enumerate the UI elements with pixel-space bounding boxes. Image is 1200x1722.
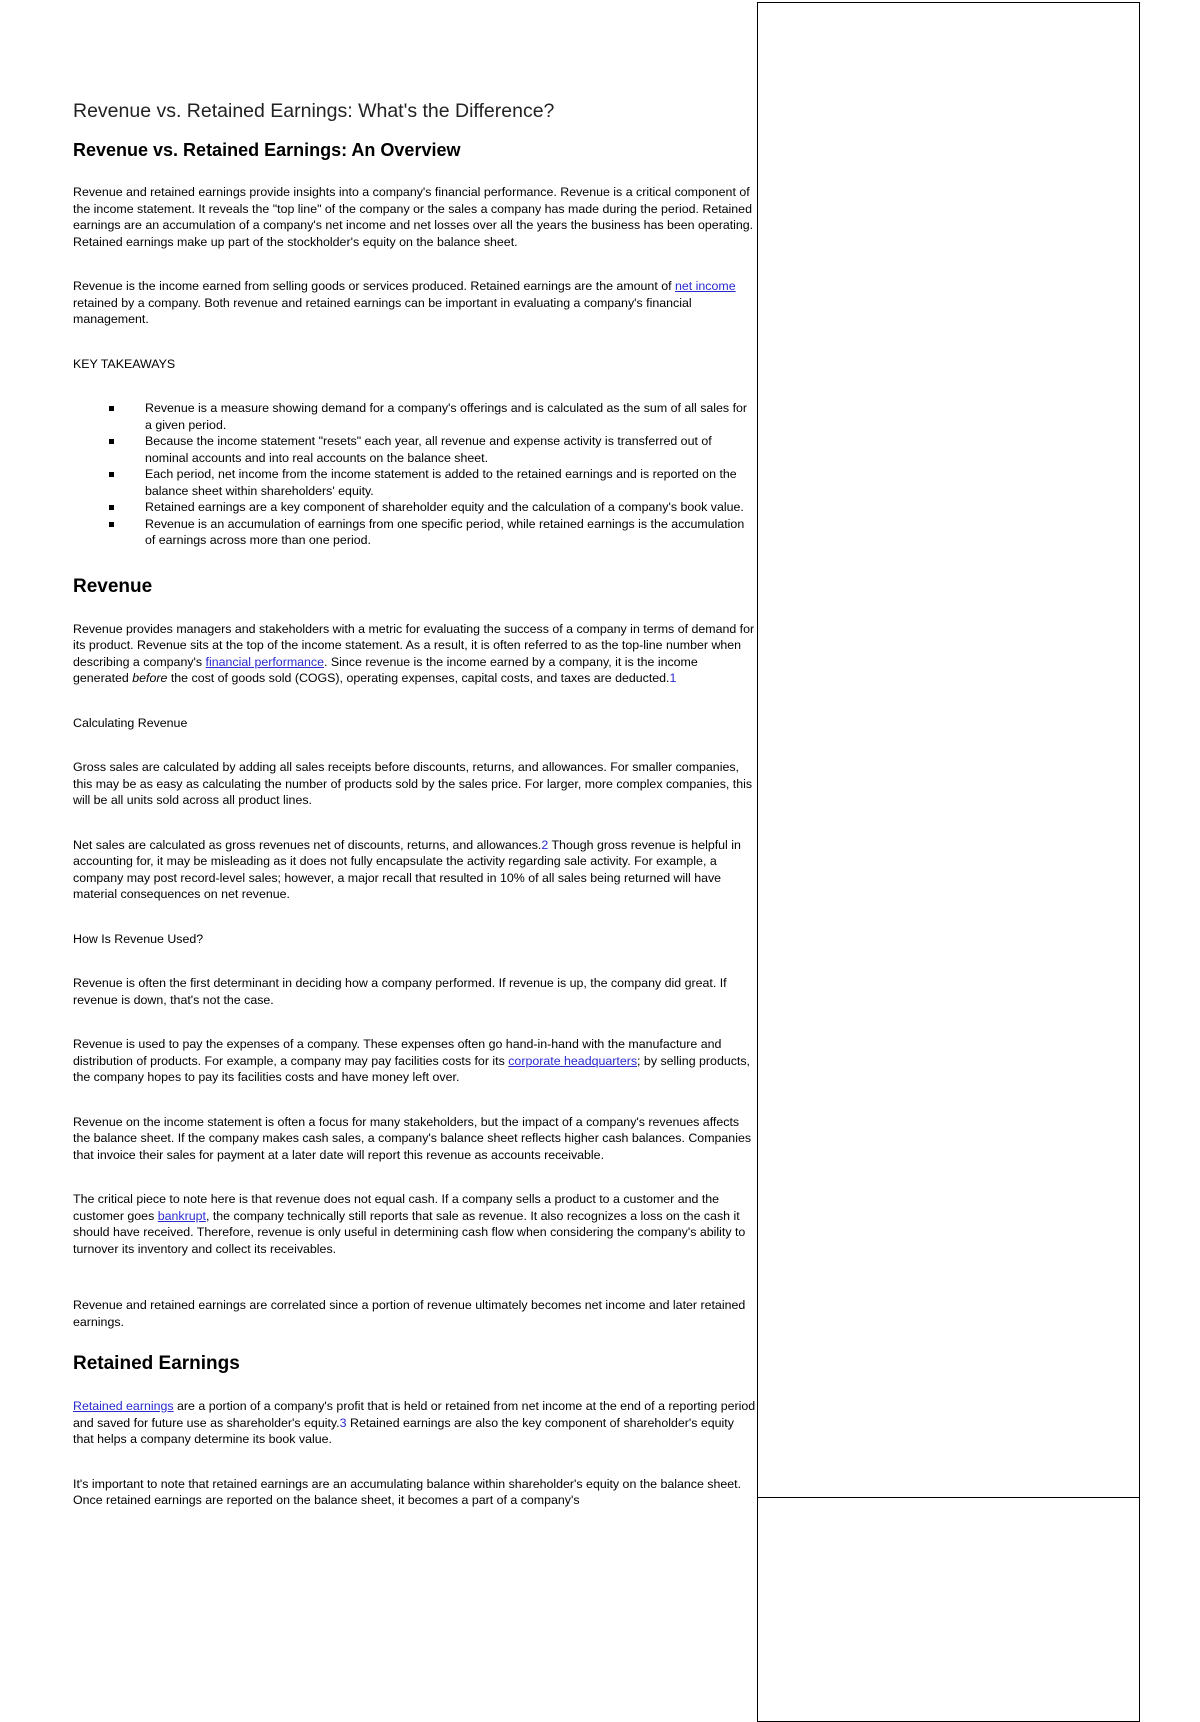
text-segment: Retained earnings are also the key component of shareholder's equity that helps a company determine its book value. xyxy=(73,1415,734,1446)
bankrupt-link[interactable]: bankrupt xyxy=(157,1208,206,1223)
text-segment: The critical piece to note here is that revenue does not equal cash. If a company sells a product to a customer and the customer goes xyxy=(73,1192,720,1223)
overview-heading: Revenue vs. Retained Earnings: An Overview xyxy=(73,140,461,160)
text-segment: . Since revenue is the income earned by a company, it is the income generated xyxy=(73,654,698,685)
text-segment: Net sales are calculated as gross revenues net of discounts, returns, and allowances. xyxy=(73,837,542,852)
emphasis-before: before xyxy=(132,671,168,685)
key-takeaways-heading: KEY TAKEAWAYS xyxy=(73,356,176,371)
list-item: Because the income statement "resets" each year, all revenue and expense activity is transferred out of nominal accounts and into real accounts on the balance sheet. xyxy=(145,433,756,466)
retained-earnings-link[interactable]: Retained earnings xyxy=(73,1399,174,1413)
revenue-used-paragraph-5: Revenue and retained earnings are correlated since a portion of revenue ultimately becomes net income and later retained earnings. xyxy=(73,1298,746,1329)
text-segment: retained by a company. Both revenue and retained earnings can be important in evaluating a company's financial management. xyxy=(73,295,692,326)
revenue-used-paragraph-3: Revenue on the income statement is often a focus for many stakeholders, but the impact of a company's revenues affects the balance sheet. If the company makes cash sales, a company's balance sheet reflects higher cash balances. Companies that invoice their sales for payment at a later date will report this revenue as accounts receivable. xyxy=(73,1114,752,1162)
revenue-used-paragraph-4 xyxy=(73,1191,756,1257)
list-item: Retained earnings are a key component of shareholder equity and the calculation of a company's book value. xyxy=(145,499,756,516)
revenue-used-paragraph-2 xyxy=(73,1036,756,1086)
calculating-revenue-paragraph-1: Gross sales are calculated by adding all sales receipts before discounts, returns, and allowances. For smaller companies, this may be as easy as calculating the number of products sold by the sales price. For larger, more complex companies, this will be all units sold across all product lines. xyxy=(73,760,753,807)
text-segment: , the company technically still reports that sale as revenue. It also recognizes a loss on the cash it should have received. Therefore, revenue is only useful in determining cash flow when considering the company's ability to turnover its inventory and collect its receivables. xyxy=(73,1208,746,1256)
revenue-used-heading: How Is Revenue Used? xyxy=(73,931,204,946)
text-segment: ; by selling products, the company hopes to pay its facilities costs and have money left over. xyxy=(73,1053,750,1084)
revenue-used-paragraph-1: Revenue is often the first determinant in deciding how a company performed. If revenue is up, the company did great. If revenue is down, that's not the case. xyxy=(73,976,727,1007)
article xyxy=(73,98,756,1537)
list-item: Revenue is an accumulation of earnings from one specific period, while retained earnings is the accumulation of earnings across more than one period. xyxy=(145,516,756,549)
overview-paragraph-1: Revenue and retained earnings provide insights into a company's financial performance. Revenue is a critical component of the income statement. It reveals the "top line" of the company or the sales a company has made during the period. Retained earnings are an accumulation of a company's net income and net losses over all the years the business has been operating. Retained earnings make up part of the stockholder's equity on the balance sheet. xyxy=(73,185,754,249)
text-segment: Revenue is the income earned from selling goods or services produced. Retained earnings are the amount of xyxy=(73,279,675,293)
financial-performance-link[interactable]: financial performance xyxy=(205,654,325,669)
revenue-heading: Revenue xyxy=(73,575,153,597)
list-item: Each period, net income from the income statement is added to the retained earnings and is reported on the balance sheet within shareholders' equity. xyxy=(145,466,756,499)
calculating-revenue-heading: Calculating Revenue xyxy=(73,715,188,730)
retained-earnings-heading: Retained Earnings xyxy=(73,1353,240,1374)
page-title: Revenue vs. Retained Earnings: What's the Difference? xyxy=(73,100,555,122)
retained-earnings-paragraph-1 xyxy=(73,1398,756,1448)
key-takeaways-list xyxy=(73,400,756,549)
sidebar-divider xyxy=(758,1497,1139,1498)
text-segment: the cost of goods sold (COGS), operating expenses, capital costs, and taxes are deducted. xyxy=(167,671,670,685)
text-segment: Revenue is used to pay the expenses of a company. These expenses often go hand-in-hand with the manufacture and distribution of products. For example, a company may pay facilities costs for its xyxy=(73,1037,722,1068)
corporate-headquarters-link[interactable]: corporate headquarters xyxy=(508,1053,638,1068)
list-item: Revenue is a measure showing demand for a company's offerings and is calculated as the sum of all sales for a given period. xyxy=(145,400,756,433)
text-segment: Revenue provides managers and stakeholders with a metric for evaluating the success of a company in terms of demand for its product. Revenue sits at the top of the income statement. As a result, it is often referred to as the top-line number when describing a company's xyxy=(73,621,755,669)
net-income-link[interactable]: net income xyxy=(674,279,736,293)
overview-paragraph-2 xyxy=(73,278,756,328)
revenue-paragraph-1 xyxy=(73,621,756,687)
retained-earnings-paragraph-2: It's important to note that retained earnings are an accumulating balance within shareholder's equity on the balance sheet. Once retained earnings are reported on the balance sheet, it becomes a part of a company's xyxy=(73,1476,742,1507)
reference-2-link[interactable]: 2 xyxy=(541,837,549,852)
text-segment: Though gross revenue is helpful in accounting for, it may be misleading as it does not fully encapsulate the activity regarding sale activity. For example, a company may post record-level sales; however, a major recall that resulted in 10% of all sales being returned will have material consequences on net revenue. xyxy=(73,837,741,901)
sidebar-frame xyxy=(757,2,1140,1722)
reference-3-link[interactable]: 3 xyxy=(339,1415,347,1430)
reference-1-link[interactable]: 1 xyxy=(669,671,677,685)
calculating-revenue-paragraph-2 xyxy=(73,837,756,903)
text-segment: are a portion of a company's profit that is held or retained from net income at the end of a reporting period and saved for future use as shareholder's equity. xyxy=(73,1399,756,1430)
